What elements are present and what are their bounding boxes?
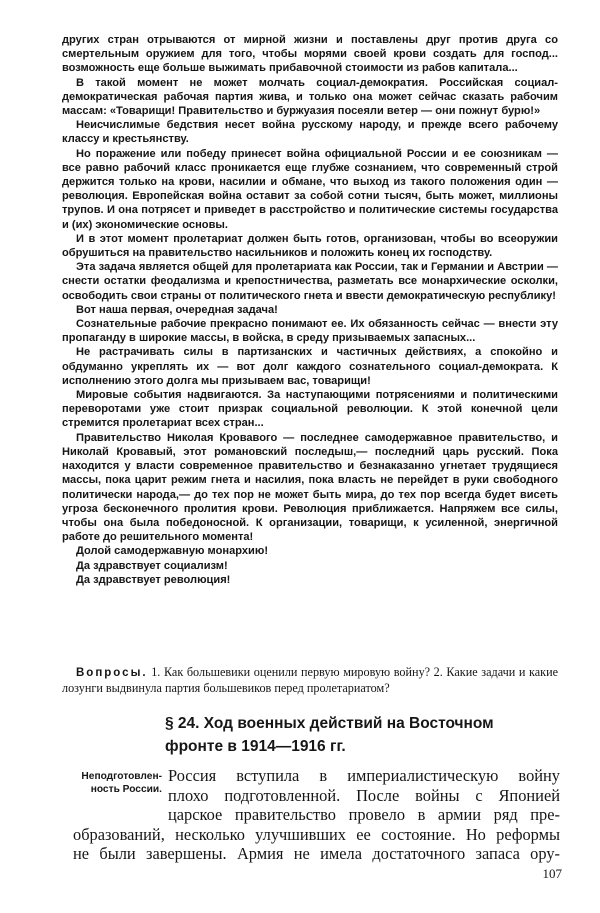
section-title-line: § 24. Ход военных действий на Восточном [165,715,494,732]
leaflet-slogan: Да здравствует социализм! [76,559,228,572]
body-line: плохо подготовленной. После войны с Японией [168,785,560,805]
body-line: Россия вступила в империалистическую войну [168,766,560,785]
body-line: образований, несколько улучшивших ее состояние. Но реформы [73,824,560,844]
leaflet-paragraph: Эта задача является общей для пролетариата как России, так и Германии и Австрии — снести остатки феодализма и крепостничества, разметать все монархические осколки, освободить свои страны от политического гнета и ввести демократическую республику! [62,261,558,302]
page-number: 107 [542,866,562,881]
body-line: царское правительство провело в армии ряд пре- [168,805,560,825]
leaflet-paragraph: И в этот момент пролетариат должен быть готов, организован, чтобы во всеоружии обрушиться на правительство насильников и положить конец их господству. [62,232,558,260]
questions-text: 1. Как большевики оценили первую мировую войну? 2. Какие задачи и какие лозунги выдвинула партия большевиков перед пролетариатом? [62,665,559,695]
margin-note-line: ность России. [90,784,162,795]
leaflet-paragraph: Правительство Николая Кровавого — последнее самодержавное правительство, и Николай Кровавый, этот романовский последыш,— последний царь русский. Пока находится у власти современное правительство и безнаказанно угнетает трудящиеся массы, пока царит режим гнета и насилия, пока власть не перейдет в руки свободного политически народа,— до тех пор не может быть мира, до тех пор всегда будет висеть угроза бесконечного пролития крови. Революция приближается. Напряжем все силы, чтобы она была победоносной. К организации, товарищи, к усиленной, энергичной работе до решительного момента! [62,431,558,544]
leaflet-paragraph: Но поражение или победу принесет война официальной России и ее союзникам — все равно рабочий класс проникается еще глубже сознанием, что современный строй держится только на крови, насилии и обмане, что выход из такого положения один — революция. Европейская война оставит за собой сотни тысяч, быть может, миллионы трупов. И она потрясет и приведет в расстройство и политические системы государства и (их) экономические основы. [62,147,558,231]
section-title-line: фронте в 1914—1916 гг. [165,738,346,755]
questions-block [62,665,558,695]
body-line: не были завершены. Армия не имела достаточного запаса ору- [73,844,560,864]
leaflet-text [62,33,558,587]
leaflet-paragraph: Сознательные рабочие прекрасно понимают ее. Их обязанность сейчас — внести эту пропаганду в широкие массы, в войска, в среду призываемых запасных... [62,318,558,345]
leaflet-paragraph: других стран отрываются от мирной жизни и поставлены друг против друга со смертельным оружием для того, чтобы морями своей крови создать для господ... возможность еще больше выжимать прибавочной стоимости из рабов капитала... [62,34,558,75]
leaflet-slogan: Да здравствует революция! [76,573,231,586]
section-body-text [73,766,560,864]
questions-label: Вопросы. [76,667,148,679]
margin-note-line: Неподготовлен- [81,771,162,782]
section-title [165,712,560,758]
leaflet-paragraph: Вот наша первая, очередная задача! [76,303,278,316]
leaflet-paragraph: В такой момент не может молчать социал-демократия. Российская социал-демократическая рабочая партия жива, и только она может сейчас сказать рабочим массам: «Товарищи! Правительство и буржуазия посеяли ветер — они пожнут бурю!» [62,76,558,118]
leaflet-slogan: Долой самодержавную монархию! [76,545,269,558]
leaflet-paragraph: Не растрачивать силы в партизанских и частичных действиях, а спокойно и обдуманно укреплять их — вот долг каждого сознательного социал-демократа. К исполнению этого долга мы призываем вас, товарищи! [62,346,558,387]
leaflet-paragraph: Неисчислимые бедствия несет война русскому народу, и прежде всего рабочему классу и крестьянству. [62,119,558,146]
leaflet-paragraph: Мировые события надвигаются. За наступающими потрясениями и политическими переворотами уже стоит призрак социальной революции. К этой конечной цели стремится пролетариат всех стран... [62,389,558,430]
